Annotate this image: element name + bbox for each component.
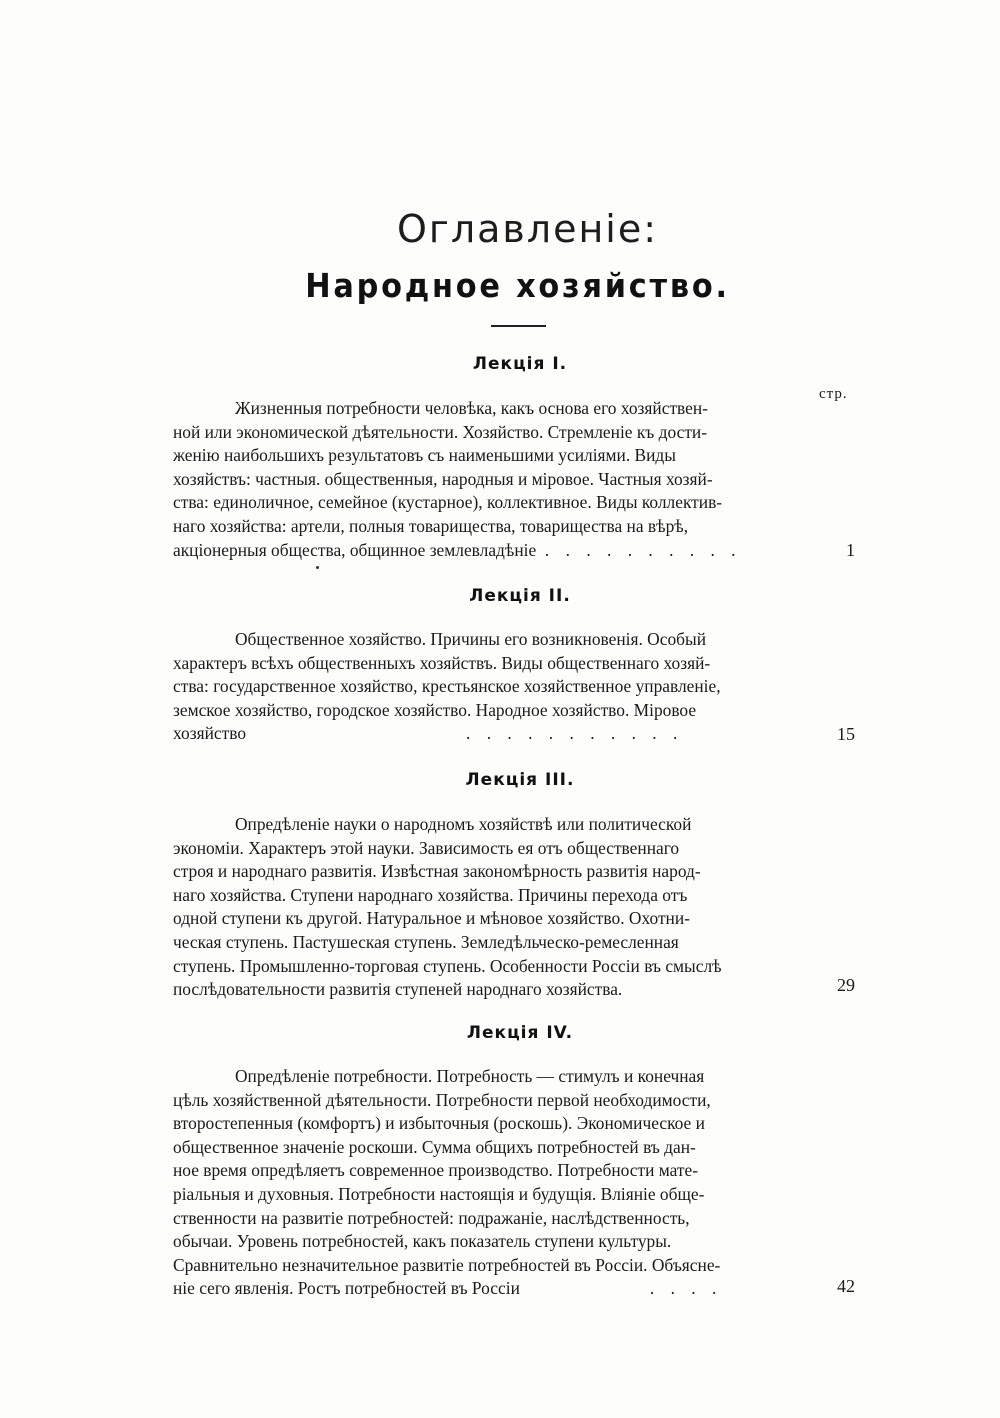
entry-line: Опредѣленіе науки о народномъ хозяйствѣ или политической (235, 814, 692, 834)
entry-line: женію наибольшихъ результатовъ съ наименьшими усиліями. Виды (173, 445, 676, 466)
entry-line: экономіи. Характеръ этой науки. Зависимость ея отъ общественнаго (173, 837, 680, 858)
entry-line: второстепенныя (комфортъ) и избыточныя (роскошь). Экономическое и (173, 1113, 705, 1134)
entry-line: ства: единоличное, семейное (кустарное), коллективное. Виды коллектив- (173, 492, 723, 513)
entry-line: ріальныя и духовныя. Потребности настоящія и будущія. Вліяніе обще- (173, 1183, 705, 1204)
leader-dots: . . . . . . . . . . (544, 539, 742, 560)
lecture-heading-3: Лекція III. (465, 770, 575, 790)
entry-line: ступень. Промышленно-торговая ступень. Особенности Россіи въ смыслѣ (173, 955, 722, 976)
book-subtitle: Народное хозяйство. (305, 266, 730, 305)
entry-last-text: ніе сего явленія. Ростъ потребностей въ Россіи (173, 1278, 520, 1299)
leader-dots: . . . . . . . . . . . (466, 723, 684, 744)
entry-line: послѣдовательности развитія ступеней народнаго хозяйства. (173, 979, 623, 1000)
entry-last-text: акціонерныя общества, общинное землевладѣніе (173, 539, 537, 560)
entry-line: ной или экономической дѣятельности. Хозяйство. Стремленіе къ дости- (173, 421, 708, 442)
lecture-entry-3 (173, 813, 803, 1002)
entry-line: цѣль хозяйственной дѣятельности. Потребности первой необходимости, (173, 1089, 711, 1110)
lecture-heading-4: Лекція IV. (466, 1023, 574, 1043)
entry-line: ственности на развитіе потребностей: подражаніе, наслѣдственность, (173, 1207, 690, 1228)
entry-line: земское хозяйство, городское хозяйство. Народное хозяйство. Міровое (173, 699, 697, 720)
page-number-2: 15 (837, 724, 855, 744)
title-divider (491, 325, 546, 327)
lecture-entry-2 (173, 628, 803, 746)
entry-line: Общественное хозяйство. Причины его возникновенія. Особый (235, 629, 706, 649)
entry-line: обычаи. Уровень потребностей, какъ показатель ступени культуры. (173, 1231, 672, 1252)
entry-line: строя и народнаго развитія. Извѣстная закономѣрность развитія народ- (173, 861, 701, 882)
entry-line (173, 539, 803, 563)
entry-line: одной ступени къ другой. Натуральное и мѣновое хозяйство. Охотни- (173, 908, 690, 929)
entry-line: Сравнительно незначительное развитіе потребностей въ Россіи. Объясне- (173, 1254, 721, 1275)
entry-line: ное время опредѣляетъ современное производство. Потребности мате- (173, 1160, 699, 1181)
lecture-heading-2: Лекція II. (469, 586, 571, 606)
entry-line (173, 1277, 803, 1301)
lecture-entry-4 (173, 1065, 803, 1301)
entry-line: наго хозяйства: артели, полныя товарищества, товарищества на вѣрѣ, (173, 515, 689, 536)
page-title: Оглавленіе: (396, 207, 659, 251)
entry-line (173, 722, 803, 746)
entry-line: общественное значеніе роскоши. Сумма общихъ потребностей въ дан- (173, 1136, 696, 1157)
entry-line: ства: государственное хозяйство, крестьянское хозяйственное управленіе, (173, 676, 721, 697)
leader-dots: . . . . (649, 1278, 723, 1299)
entry-line: наго хозяйства. Ступени народнаго хозяйства. Причины перехода отъ (173, 884, 688, 905)
lecture-heading-1: Лекція I. (472, 354, 568, 374)
page-number-4: 42 (837, 1276, 855, 1296)
entry-line: ческая ступень. Пастушеская ступень. Земледѣльческо-ремесленная (173, 931, 679, 952)
entry-line: Жизненныя потребности человѣка, какъ основа его хозяйствен- (235, 398, 708, 418)
page-number-3: 29 (837, 975, 855, 995)
page-number-1: 1 (846, 540, 855, 560)
lecture-entry-1 (173, 397, 803, 562)
page-column-label: стр. (819, 386, 848, 402)
entry-last-text: хозяйство (173, 723, 247, 744)
print-speck (316, 566, 319, 569)
entry-line: характеръ всѣхъ общественныхъ хозяйствъ. Виды общественнаго хозяй- (173, 652, 711, 673)
entry-line: хозяйствъ: частныя. общественныя, народныя и міровое. Частныя хозяй- (173, 468, 713, 489)
entry-line: Опредѣленіе потребности. Потребность — стимулъ и конечная (235, 1066, 705, 1086)
